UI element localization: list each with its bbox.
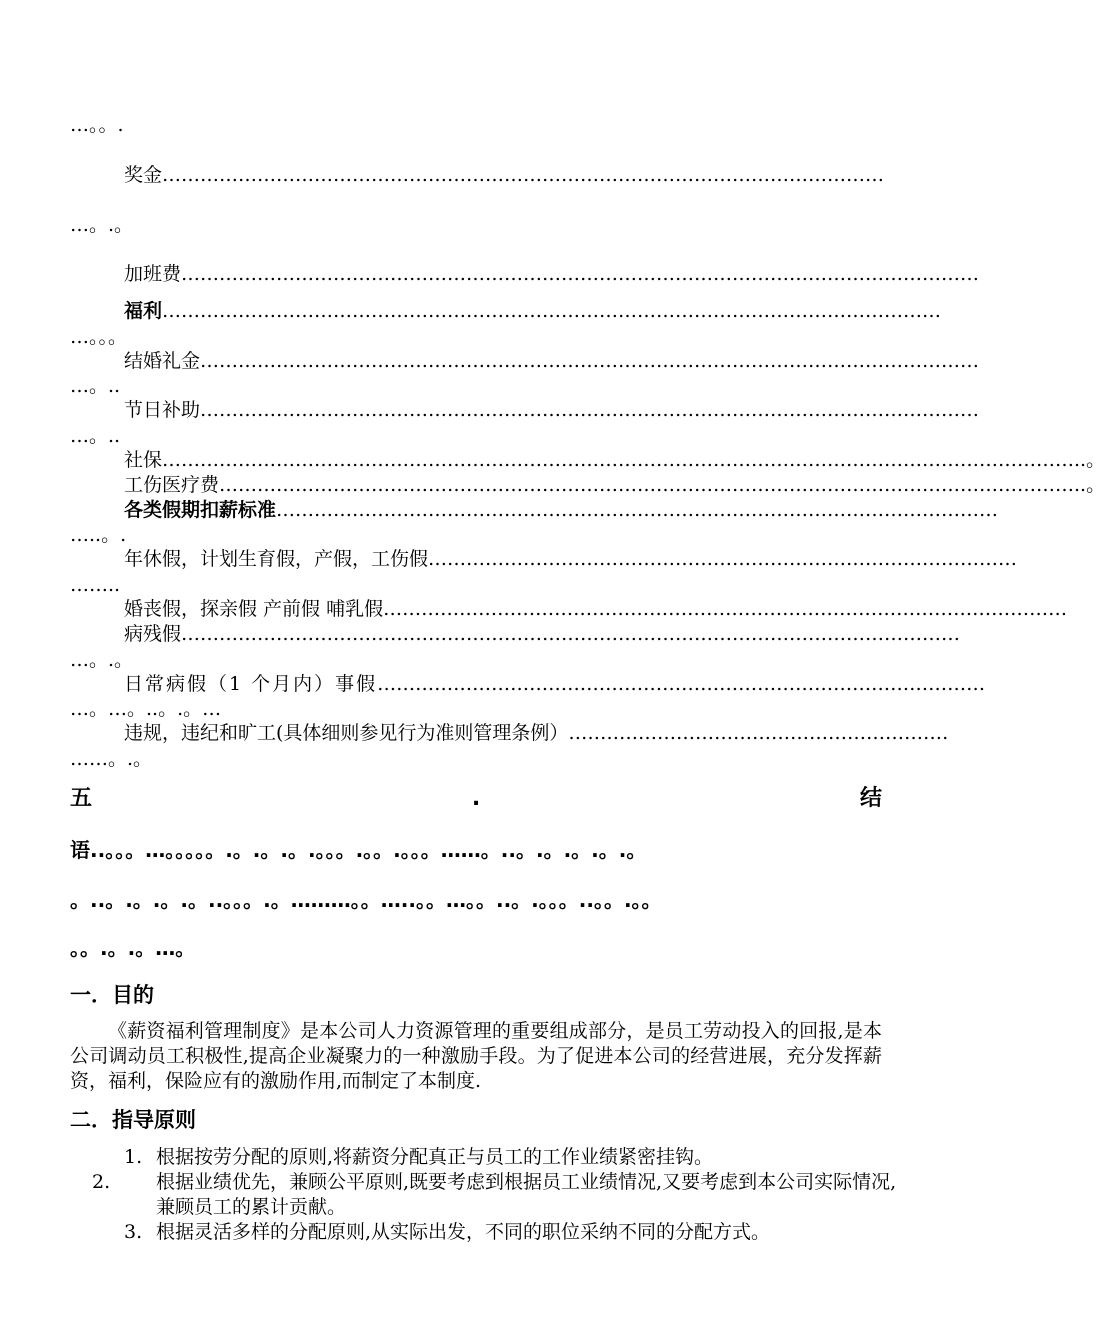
toc-label: 违规，违纪和旷工(具体细则参见行为准则管理条例） — [124, 722, 569, 744]
toc-heading-char: 结 — [859, 786, 882, 811]
toc-continuation: 。..。.。.。.。..。。。.。………。。…..。。…。。..。.。。。..。。.。。 — [70, 888, 662, 912]
list-item — [92, 1170, 914, 1220]
toc-leader: …………………………………………………………………………………… — [377, 673, 986, 695]
list-item-text: 根据按劳分配的原则,将薪资分配真正与员工的工作业绩紧密挂钩。 — [156, 1146, 714, 1168]
toc-entry-shebao[interactable] — [124, 448, 1105, 472]
toc-label: 年休假，计划生育假，产假，工伤假 — [124, 548, 429, 570]
toc-entry-fuli[interactable] — [124, 299, 942, 323]
toc-heading-dot: . — [471, 786, 481, 811]
toc-leader: …………………………………………………………………………………………………………… — [181, 623, 961, 645]
list-item — [124, 1145, 882, 1170]
toc-leader: …………………………………………………………………………………………………………… — [162, 300, 942, 322]
toc-leader: ……………………………………………………………………………………………… — [383, 598, 1068, 620]
toc-label: 加班费 — [124, 263, 182, 285]
toc-continuation: …。.。 — [70, 214, 134, 236]
section-heading-principles: 二．指导原则 — [70, 1108, 196, 1132]
toc-continuation: 语..。。。…。。。。。.。.。.。.。。。.。。.。。。……。..。.。.。.。.。 — [70, 838, 647, 862]
toc-leader: ………………………………………………………………………………… — [428, 548, 1018, 570]
toc-entry-weigui[interactable] — [124, 721, 949, 745]
toc-leader: …………………………………………………………………………………………………… — [276, 499, 999, 521]
toc-label: 工伤医疗费 — [124, 474, 220, 496]
toc-entry-nianxiu[interactable] — [124, 547, 1018, 571]
toc-continuation: 。。.。.。…。 — [70, 936, 196, 960]
toc-entry-jiaban[interactable] — [124, 262, 980, 286]
toc-label: 日常病假（1 个月内）事假 — [124, 673, 378, 695]
list-item-text: 根据灵活多样的分配原则,从实际出发，不同的职位采纳不同的分配方式。 — [156, 1221, 771, 1243]
toc-entry-jiangjin[interactable] — [124, 163, 885, 187]
list-item-number: 3. — [124, 1221, 143, 1243]
toc-leader: ……………………………………………………………………………………………………………………… — [219, 474, 1075, 496]
toc-entry-jiaqi[interactable] — [124, 498, 999, 522]
toc-leader: ……………………………………………………………………………………………………………… — [181, 263, 980, 285]
toc-entry-jieri[interactable] — [124, 398, 980, 422]
toc-label: 各类假期扣薪标准 — [124, 499, 277, 521]
list-item-number: 1. — [124, 1146, 143, 1168]
toc-entry-hunsang[interactable] — [124, 597, 1068, 621]
toc-entry-bingcan[interactable] — [124, 622, 961, 646]
toc-label: 结婚礼金 — [124, 350, 201, 372]
section-paragraph: 《薪资福利管理制度》是本公司人力资源管理的重要组成部分，是员工劳动投入的回报,是本公司调动员工积极性,提高企业凝聚力的一种激励手段。为了促进本公司的经营进展，充分发挥薪资，福利，保险应有的激励作用,而制定了本制度. — [70, 1020, 882, 1092]
toc-continuation: …….. — [70, 574, 121, 596]
toc-entry-jieyu[interactable] — [70, 785, 882, 813]
toc-leader-end: ..。 — [1074, 474, 1105, 496]
toc-continuation: …。。。 — [70, 326, 128, 348]
toc-continuation: ……。.。 — [70, 748, 153, 770]
list-item — [124, 1220, 882, 1245]
toc-label: 社保 — [124, 449, 163, 471]
toc-leader: …………………………………………………… — [568, 722, 949, 744]
toc-continuation: …..。. — [70, 524, 127, 546]
toc-continuation: …。…。..。.。… — [70, 698, 222, 720]
toc-leader: ……………………………………………………………………………………………………………………………… — [162, 449, 1075, 471]
toc-label: 病残假 — [124, 623, 182, 645]
list-item-text: 根据业绩优先，兼顾公平原则,既要考虑到根据员工业绩情况,又要考虑到本公司实际情况,兼顾员工的累计贡献。 — [156, 1171, 897, 1218]
toc-leader: …………………………………………………………………………………………………………… — [200, 399, 980, 421]
section-heading-purpose: 一．目的 — [70, 983, 154, 1007]
toc-entry-jiehun[interactable] — [124, 349, 980, 373]
toc-leader: …………………………………………………………………………………………………… — [162, 164, 885, 186]
toc-continuation: …。。. — [70, 114, 124, 136]
toc-continuation: …。.. — [70, 425, 121, 447]
toc-leader-end: ..。 — [1074, 449, 1105, 471]
toc-label: 福利 — [124, 300, 163, 322]
toc-entry-gongshang[interactable] — [124, 473, 1105, 497]
list-item-number: 2. — [92, 1171, 111, 1193]
toc-continuation: …。.。 — [70, 649, 134, 671]
toc-heading-number: 五 — [70, 786, 93, 811]
toc-entry-richang[interactable] — [124, 672, 986, 696]
toc-leader: …………………………………………………………………………………………………………… — [200, 350, 980, 372]
toc-continuation: …。.. — [70, 375, 121, 397]
toc-label: 婚丧假，探亲假 产前假 哺乳假 — [124, 598, 384, 620]
toc-label: 节日补助 — [124, 399, 201, 421]
toc-label: 奖金 — [124, 164, 163, 186]
